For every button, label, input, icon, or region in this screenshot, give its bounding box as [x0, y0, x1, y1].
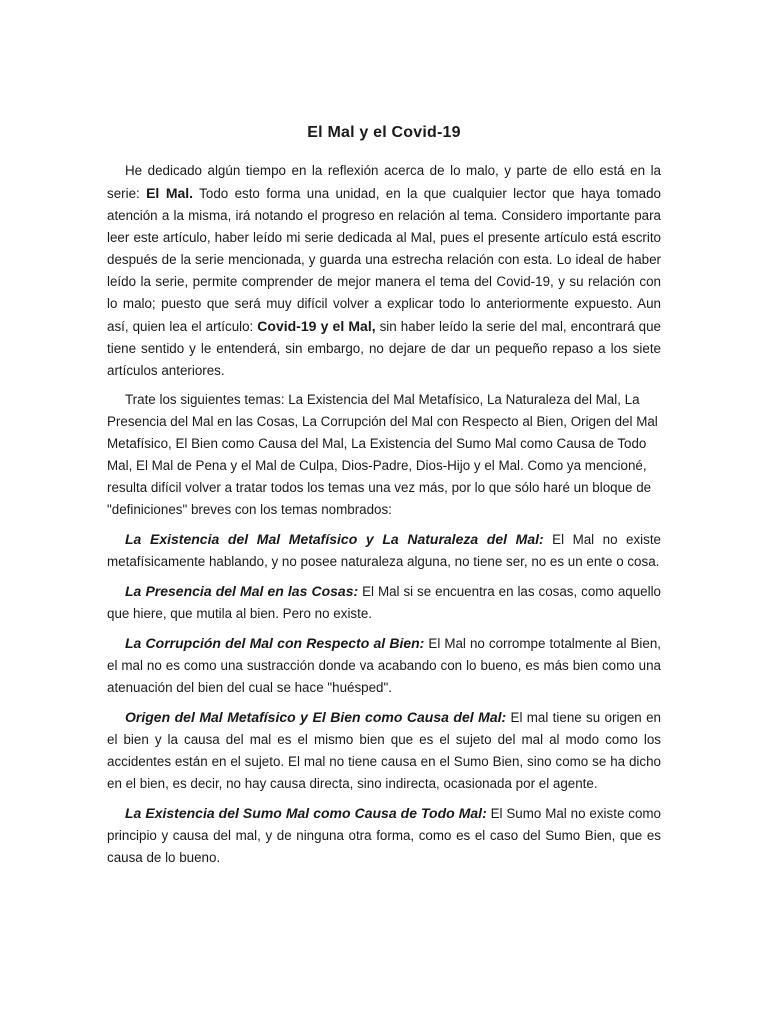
- topic-heading: La Corrupción del Mal con Respecto al Bien:: [125, 635, 425, 651]
- topic-paragraph: [107, 706, 661, 795]
- topic-text: El Sumo Mal no existe como principio y causa del mal, y de ninguna otra forma, como es el caso del Sumo Bien, que es causa de lo bueno.: [107, 806, 661, 865]
- document-body: [107, 160, 661, 876]
- topic-paragraph: [107, 802, 661, 869]
- topic-heading: La Presencia del Mal en las Cosas:: [125, 583, 359, 599]
- document-title: El Mal y el Covid-19: [307, 124, 461, 141]
- intro-text-c: Todo esto forma una unidad, en la que cualquier lector que haya tomado atención a la misma, irá notando el progreso en relación al tema. Considero importante para leer este artículo, haber leído mi serie dedicada al Mal, pues el presente artículo está escrito después de la serie mencionada, y guarda una estrecha relación con esta. Lo ideal de haber leído la serie, permite comprender de mejor manera el tema del Covid-19, y su relación con lo malo; puesto que será muy difícil volver a explicar todo lo anteriormente expuesto. Aun así, quien lea el artículo:: [107, 186, 661, 334]
- topic-heading: Origen del Mal Metafísico y El Bien como Causa del Mal:: [125, 709, 507, 725]
- article-title-covid: Covid-19 y el Mal,: [257, 318, 376, 334]
- topic-heading: La Existencia del Mal Metafísico y La Naturaleza del Mal:: [125, 531, 544, 547]
- topic-paragraph: [107, 632, 661, 699]
- topics-list-paragraph: Trate los siguientes temas: La Existencia del Mal Metafísico, La Naturaleza del Mal, La Presencia del Mal en las Cosas, La Corrupción del Mal con Respecto al Bien, Origen del Mal Metafísico, El Bien como Causa del Mal, La Existencia del Sumo Mal como Causa de Todo Mal, El Mal de Pena y el Mal de Culpa, Dios-Padre, Dios-Hijo y el Mal. Como ya mencioné, resulta difícil volver a tratar todos los temas una vez más, por lo que sólo haré un bloque de "definiciones" breves con los temas nombrados:: [107, 392, 658, 517]
- intro-text-a: He dedicado algún tiempo en la reflexión acerca de lo malo, y parte de ello está en la serie:: [107, 163, 661, 201]
- topic-heading: La Existencia del Sumo Mal como Causa de Todo Mal:: [125, 805, 487, 821]
- topic-paragraph: [107, 580, 661, 625]
- series-title-el-mal: El Mal.: [146, 185, 194, 201]
- intro-text-e: sin haber leído la serie del mal, encontrará que tiene sentido y le entenderá, sin embargo, no dejare de dar un pequeño repaso a los siete artículos anteriores.: [107, 319, 661, 378]
- topic-text: El Mal si se encuentra en las cosas, como aquello que hiere, que mutila al bien. Pero no existe.: [107, 584, 662, 621]
- intro-paragraph: [107, 160, 661, 382]
- topic-paragraph: [107, 528, 661, 573]
- topic-text: El Mal no existe metafísicamente hablando, y no posee naturaleza alguna, no tiene ser, no es un ente o cosa.: [107, 532, 661, 569]
- topic-text: El mal tiene su origen en el bien y la causa del mal es el mismo bien que es el sujeto del mal al modo como los accidentes están en el sujeto. El mal no tiene causa en el Sumo Bien, sino como se ha dicho en el bien, es decir, no hay causa directa, sino indirecta, ocasionada por el agente.: [107, 710, 661, 791]
- topic-text: El Mal no corrompe totalmente al Bien, el mal no es como una sustracción donde va acabando con lo bueno, es más bien como una atenuación del bien del cual se hace "huésped".: [107, 636, 661, 695]
